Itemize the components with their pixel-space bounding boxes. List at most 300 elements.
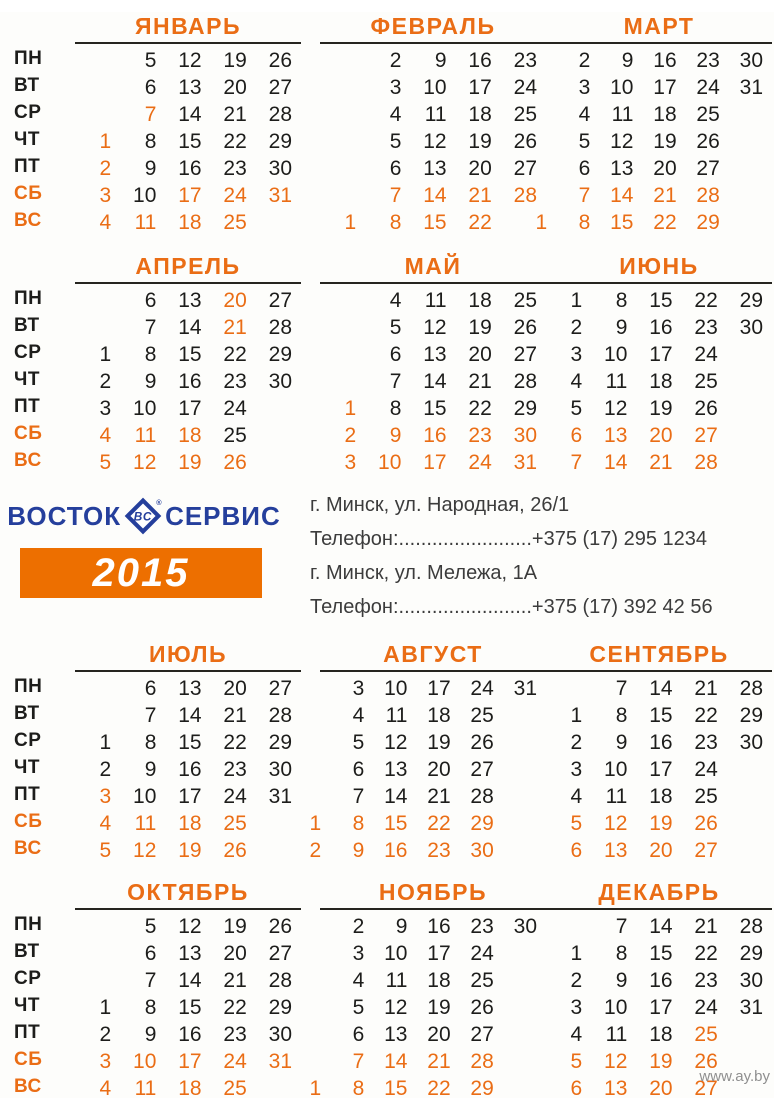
day-cell: 16 xyxy=(178,157,202,180)
week-row xyxy=(75,287,301,314)
day-cell: 2 xyxy=(352,915,365,938)
empty-cell xyxy=(727,449,772,476)
calendar-row-q3 xyxy=(0,640,774,864)
day-cell: 19 xyxy=(649,1050,673,1073)
month-day-grid xyxy=(320,287,546,476)
calendar-card-2015 xyxy=(0,12,774,1098)
day-cell: 19 xyxy=(178,451,202,474)
empty-cell xyxy=(75,913,120,940)
day-cell: 9 xyxy=(144,157,157,180)
day-cell: 27 xyxy=(470,1023,494,1046)
phone-line-1 xyxy=(310,522,713,556)
day-cell: 2 xyxy=(99,157,112,180)
day-cell: 5 xyxy=(578,130,591,153)
day-cell: 8 xyxy=(389,397,402,420)
day-cell: 14 xyxy=(649,677,673,700)
day-cell: 1 xyxy=(309,812,322,835)
day-cell: 14 xyxy=(604,451,628,474)
empty-cell xyxy=(729,182,772,209)
day-cell: 19 xyxy=(468,316,492,339)
day-cell: 22 xyxy=(223,996,247,1019)
day-cell: 8 xyxy=(389,211,402,234)
weekday-label-2: СР xyxy=(14,968,42,989)
day-cell: 24 xyxy=(223,184,247,207)
vostok-service-logo xyxy=(7,496,281,536)
empty-cell xyxy=(320,314,365,341)
week-row xyxy=(75,209,301,236)
day-cell: 7 xyxy=(352,785,365,808)
day-cell: 5 xyxy=(352,996,365,1019)
day-cell: 20 xyxy=(468,343,492,366)
day-cell: 16 xyxy=(384,839,408,862)
week-row xyxy=(546,783,772,810)
day-cell: 14 xyxy=(610,184,634,207)
empty-cell xyxy=(320,74,365,101)
day-cell: 20 xyxy=(427,758,451,781)
day-cell: 6 xyxy=(144,942,157,965)
month-underline xyxy=(320,670,546,672)
day-cell: 13 xyxy=(604,1077,628,1100)
weekday-column xyxy=(14,640,60,862)
day-cell: 24 xyxy=(223,1050,247,1073)
weekday-label-6: ВС xyxy=(14,210,42,231)
day-cell: 17 xyxy=(423,451,447,474)
empty-cell xyxy=(287,913,330,940)
day-cell: 28 xyxy=(268,316,292,339)
week-row xyxy=(75,837,301,864)
week-row xyxy=(75,756,301,783)
day-cell: 21 xyxy=(653,184,677,207)
day-cell: 9 xyxy=(144,1023,157,1046)
day-cell: 10 xyxy=(423,76,447,99)
month-title: ЯНВАРЬ xyxy=(134,13,242,39)
day-cell: 7 xyxy=(389,370,402,393)
empty-cell xyxy=(320,47,365,74)
day-cell: 10 xyxy=(604,758,628,781)
phone-number: +375 (17) 392 42 56 xyxy=(531,596,713,618)
day-cell: 12 xyxy=(604,397,628,420)
week-row xyxy=(320,287,546,314)
day-cell: 7 xyxy=(578,184,591,207)
week-row xyxy=(287,675,546,702)
brand-column xyxy=(7,486,281,626)
month-july xyxy=(75,640,301,864)
day-cell: 12 xyxy=(610,130,634,153)
week-row xyxy=(513,209,772,236)
month-underline xyxy=(75,908,301,910)
week-row xyxy=(546,756,772,783)
empty-cell xyxy=(75,74,120,101)
day-cell: 12 xyxy=(133,839,157,862)
empty-cell xyxy=(320,128,365,155)
empty-cell xyxy=(513,128,556,155)
week-row xyxy=(75,182,301,209)
week-row xyxy=(546,837,772,864)
day-cell: 27 xyxy=(268,942,292,965)
day-cell: 29 xyxy=(268,130,292,153)
day-cell: 8 xyxy=(144,996,157,1019)
empty-cell xyxy=(727,783,772,810)
day-cell: 12 xyxy=(384,731,408,754)
day-cell: 21 xyxy=(427,1050,451,1073)
week-row xyxy=(287,1075,546,1102)
day-cell: 1 xyxy=(99,996,112,1019)
week-row xyxy=(320,422,546,449)
day-cell: 4 xyxy=(352,704,365,727)
month-underline xyxy=(75,42,301,44)
week-row xyxy=(320,449,546,476)
week-row xyxy=(287,756,546,783)
empty-cell xyxy=(287,1021,330,1048)
day-cell: 9 xyxy=(144,758,157,781)
empty-cell xyxy=(727,1021,772,1048)
day-cell: 29 xyxy=(268,731,292,754)
day-cell: 1 xyxy=(99,343,112,366)
week-row xyxy=(75,74,301,101)
week-row xyxy=(75,967,301,994)
empty-cell xyxy=(513,101,556,128)
week-row xyxy=(320,395,546,422)
day-cell: 5 xyxy=(144,915,157,938)
empty-cell xyxy=(503,1048,546,1075)
empty-cell xyxy=(320,368,365,395)
weekday-label-1: ВТ xyxy=(14,941,40,962)
day-cell: 3 xyxy=(99,785,112,808)
day-cell: 5 xyxy=(99,451,112,474)
empty-cell xyxy=(546,913,591,940)
day-cell: 17 xyxy=(178,184,202,207)
day-cell: 25 xyxy=(694,370,718,393)
day-cell: 31 xyxy=(739,76,763,99)
day-cell: 24 xyxy=(694,758,718,781)
day-cell: 6 xyxy=(352,1023,365,1046)
week-row xyxy=(546,675,772,702)
day-cell: 14 xyxy=(384,1050,408,1073)
day-cell: 25 xyxy=(513,289,537,312)
weekday-label-0: ПН xyxy=(14,288,43,309)
week-row xyxy=(75,341,301,368)
empty-cell xyxy=(503,967,546,994)
day-cell: 24 xyxy=(468,451,492,474)
day-cell: 25 xyxy=(470,969,494,992)
day-cell: 29 xyxy=(696,211,720,234)
day-cell: 16 xyxy=(653,49,677,72)
month-title: ФЕВРАЛЬ xyxy=(370,13,496,39)
week-row xyxy=(546,913,772,940)
day-cell: 11 xyxy=(134,211,157,234)
day-cell: 17 xyxy=(178,397,202,420)
day-cell: 28 xyxy=(268,103,292,126)
day-cell: 23 xyxy=(468,424,492,447)
day-cell: 4 xyxy=(570,1023,583,1046)
week-row xyxy=(75,940,301,967)
weekday-label-3: ЧТ xyxy=(14,757,40,778)
day-cell: 8 xyxy=(352,812,365,835)
day-cell: 26 xyxy=(223,451,247,474)
calendar-row-q4 xyxy=(0,878,774,1102)
month-may xyxy=(320,252,546,476)
week-row xyxy=(546,368,772,395)
day-cell: 18 xyxy=(649,1023,673,1046)
day-cell: 6 xyxy=(389,343,402,366)
day-cell: 25 xyxy=(223,812,247,835)
month-day-grid xyxy=(287,675,546,864)
day-cell: 30 xyxy=(739,969,763,992)
day-cell: 24 xyxy=(513,76,537,99)
day-cell: 13 xyxy=(178,289,202,312)
day-cell: 6 xyxy=(144,76,157,99)
day-cell: 2 xyxy=(99,370,112,393)
empty-cell xyxy=(729,128,772,155)
day-cell: 29 xyxy=(513,397,537,420)
day-cell: 21 xyxy=(649,451,673,474)
day-cell: 31 xyxy=(739,996,763,1019)
empty-cell xyxy=(256,422,301,449)
day-cell: 28 xyxy=(470,1050,494,1073)
empty-cell xyxy=(75,675,120,702)
day-cell: 26 xyxy=(513,130,537,153)
month-june xyxy=(546,252,772,476)
month-title: ДЕКАБРЬ xyxy=(598,879,720,905)
day-cell: 21 xyxy=(427,785,451,808)
day-cell: 9 xyxy=(615,731,628,754)
week-row xyxy=(75,1048,301,1075)
weekday-label-3: ЧТ xyxy=(14,369,40,390)
day-cell: 21 xyxy=(468,370,492,393)
day-cell: 8 xyxy=(615,942,628,965)
week-row xyxy=(287,783,546,810)
address-line-1: г. Минск, ул. Народная, 26/1 xyxy=(310,494,570,516)
dot-leader: ........................ xyxy=(398,596,532,618)
week-row xyxy=(513,182,772,209)
week-row xyxy=(75,368,301,395)
day-cell: 17 xyxy=(178,785,202,808)
empty-cell xyxy=(75,47,120,74)
day-cell: 26 xyxy=(694,1050,718,1073)
day-cell: 7 xyxy=(144,969,157,992)
empty-cell xyxy=(503,1021,546,1048)
day-cell: 22 xyxy=(427,1077,451,1100)
day-cell: 2 xyxy=(99,1023,112,1046)
day-cell: 22 xyxy=(694,942,718,965)
empty-cell xyxy=(287,702,330,729)
day-cell: 12 xyxy=(178,915,202,938)
day-cell: 13 xyxy=(423,343,447,366)
empty-cell xyxy=(287,729,330,756)
day-cell: 19 xyxy=(427,996,451,1019)
watermark: www.ay.by xyxy=(699,1068,770,1085)
day-cell: 25 xyxy=(470,704,494,727)
month-underline xyxy=(546,42,772,44)
day-cell: 20 xyxy=(649,1077,673,1100)
day-cell: 13 xyxy=(178,677,202,700)
day-cell: 30 xyxy=(268,370,292,393)
weekday-column xyxy=(14,878,60,1100)
month-day-grid xyxy=(75,913,301,1102)
empty-cell xyxy=(256,449,301,476)
day-cell: 14 xyxy=(178,969,202,992)
month-day-grid xyxy=(546,675,772,864)
month-underline xyxy=(75,282,301,284)
day-cell: 31 xyxy=(513,677,537,700)
day-cell: 21 xyxy=(468,184,492,207)
weekday-label-0: ПН xyxy=(14,676,43,697)
day-cell: 7 xyxy=(144,316,157,339)
empty-cell xyxy=(503,1075,546,1102)
day-cell: 5 xyxy=(570,397,583,420)
empty-cell xyxy=(287,940,330,967)
day-cell: 14 xyxy=(423,184,447,207)
weekday-label-5: СБ xyxy=(14,1049,43,1070)
empty-cell xyxy=(727,341,772,368)
month-underline xyxy=(320,42,546,44)
weekday-label-6: ВС xyxy=(14,838,42,859)
month-day-grid xyxy=(513,47,772,236)
day-cell: 19 xyxy=(468,130,492,153)
day-cell: 14 xyxy=(423,370,447,393)
week-row xyxy=(75,994,301,1021)
day-cell: 3 xyxy=(570,996,583,1019)
day-cell: 4 xyxy=(570,370,583,393)
weekday-label-6: ВС xyxy=(14,450,42,471)
month-underline xyxy=(546,908,772,910)
month-underline xyxy=(546,670,772,672)
day-cell: 10 xyxy=(610,76,634,99)
empty-cell xyxy=(503,756,546,783)
day-cell: 19 xyxy=(649,812,673,835)
week-row xyxy=(75,101,301,128)
day-cell: 1 xyxy=(570,289,583,312)
month-title: ИЮЛЬ xyxy=(148,641,228,667)
month-day-grid xyxy=(546,287,772,476)
address-line-2: г. Минск, ул. Мележа, 1А xyxy=(310,562,538,584)
month-underline xyxy=(320,282,546,284)
week-row xyxy=(75,422,301,449)
day-cell: 15 xyxy=(649,942,673,965)
day-cell: 15 xyxy=(178,343,202,366)
day-cell: 2 xyxy=(570,731,583,754)
day-cell: 23 xyxy=(470,915,494,938)
week-row xyxy=(546,287,772,314)
weekday-label-4: ПТ xyxy=(14,396,41,417)
calendar-row-q1 xyxy=(0,12,774,236)
empty-cell xyxy=(320,341,365,368)
day-cell: 21 xyxy=(223,969,247,992)
day-cell: 19 xyxy=(178,839,202,862)
day-cell: 13 xyxy=(384,1023,408,1046)
day-cell: 1 xyxy=(570,942,583,965)
week-row xyxy=(320,341,546,368)
empty-cell xyxy=(727,395,772,422)
day-cell: 12 xyxy=(604,1050,628,1073)
day-cell: 23 xyxy=(427,839,451,862)
day-cell: 16 xyxy=(649,316,673,339)
week-row xyxy=(513,128,772,155)
weekday-label-0: ПН xyxy=(14,914,43,935)
day-cell: 6 xyxy=(570,839,583,862)
week-row xyxy=(546,341,772,368)
registered-trademark-mark: ® xyxy=(156,498,163,508)
day-cell: 16 xyxy=(468,49,492,72)
week-row xyxy=(513,101,772,128)
week-row xyxy=(75,47,301,74)
day-cell: 1 xyxy=(535,211,548,234)
day-cell: 13 xyxy=(604,424,628,447)
month-march xyxy=(535,12,772,236)
day-cell: 11 xyxy=(424,103,447,126)
day-cell: 18 xyxy=(468,103,492,126)
month-day-grid xyxy=(75,47,301,236)
empty-cell xyxy=(729,155,772,182)
day-cell: 5 xyxy=(99,839,112,862)
day-cell: 18 xyxy=(178,211,202,234)
day-cell: 1 xyxy=(344,211,357,234)
week-row xyxy=(75,1075,301,1102)
diamond-vs-monogram-icon xyxy=(123,496,163,536)
day-cell: 24 xyxy=(694,996,718,1019)
day-cell: 3 xyxy=(344,451,357,474)
month-november xyxy=(309,878,546,1102)
day-cell: 17 xyxy=(649,343,673,366)
day-cell: 20 xyxy=(653,157,677,180)
month-title: МАЙ xyxy=(404,253,462,279)
day-cell: 19 xyxy=(427,731,451,754)
empty-cell xyxy=(727,756,772,783)
day-cell: 25 xyxy=(223,211,247,234)
month-title: АВГУСТ xyxy=(383,641,483,667)
day-cell: 10 xyxy=(378,451,402,474)
dot-leader: ........................ xyxy=(398,528,532,550)
day-cell: 6 xyxy=(570,424,583,447)
day-cell: 2 xyxy=(570,316,583,339)
day-cell: 22 xyxy=(694,289,718,312)
day-cell: 20 xyxy=(223,677,247,700)
day-cell: 8 xyxy=(615,704,628,727)
day-cell: 25 xyxy=(694,785,718,808)
week-row xyxy=(287,1021,546,1048)
day-cell: 16 xyxy=(178,1023,202,1046)
day-cell: 11 xyxy=(424,289,447,312)
day-cell: 18 xyxy=(653,103,677,126)
day-cell: 16 xyxy=(178,370,202,393)
day-cell: 15 xyxy=(178,130,202,153)
contacts-block xyxy=(310,486,713,626)
day-cell: 6 xyxy=(570,1077,583,1100)
day-cell: 9 xyxy=(395,915,408,938)
day-cell: 8 xyxy=(578,211,591,234)
day-cell: 16 xyxy=(649,731,673,754)
day-cell: 13 xyxy=(423,157,447,180)
day-cell: 15 xyxy=(423,211,447,234)
day-cell: 30 xyxy=(268,1023,292,1046)
day-cell: 2 xyxy=(578,49,591,72)
day-cell: 20 xyxy=(223,289,247,312)
week-row xyxy=(287,967,546,994)
day-cell: 26 xyxy=(696,130,720,153)
day-cell: 27 xyxy=(268,677,292,700)
day-cell: 28 xyxy=(470,785,494,808)
week-row xyxy=(75,128,301,155)
empty-cell xyxy=(727,810,772,837)
empty-cell xyxy=(729,101,772,128)
week-row xyxy=(75,913,301,940)
empty-cell xyxy=(727,422,772,449)
day-cell: 18 xyxy=(649,370,673,393)
day-cell: 4 xyxy=(578,103,591,126)
day-cell: 5 xyxy=(144,49,157,72)
day-cell: 16 xyxy=(649,969,673,992)
day-cell: 5 xyxy=(570,812,583,835)
